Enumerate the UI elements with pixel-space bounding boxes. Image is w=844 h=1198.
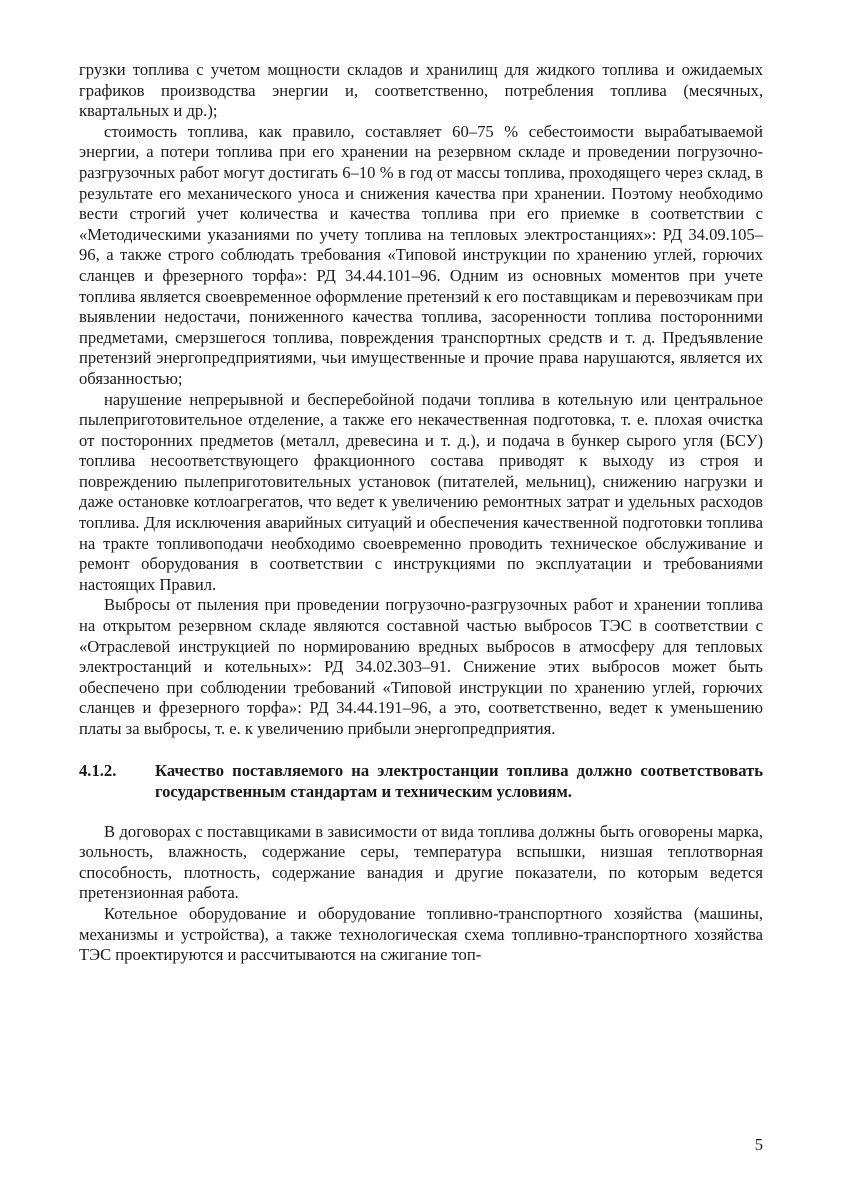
section-number: 4.1.2.: [79, 760, 117, 780]
paragraph-continued: грузки топлива с учетом мощности складов и хранилищ для жидкого топлива и ожидаемых графиков производства энергии и, соответственно, потребления топлива (месячных, квартальных и др.);: [79, 60, 763, 121]
paragraph-supply-disruption: нарушение непрерывной и бесперебойной подачи топлива в котельную или центральное пылеприготовительное отделение, а также его некачественная подготовка, т. е. плохая очистка от посторонних предметов (металл, древесина и т. д.), и подача в бункер сырого угля (БСУ) топлива несоответствующего фракционного состава приводят к выходу из строя и повреждению пылеприготовительных установок (питателей, мельниц), снижению нагрузки и даже остановке котлоагрегатов, что ведет к увеличению ремонтных затрат и удельных расходов топлива. Для исключения аварийных ситуаций и обеспечения качественной подготовки топлива на тракте топливоподачи необходимо своевременно проводить техническое обслуживание и ремонт оборудования в соответствии с инструкциями по эксплуатации и требованиями настоящих Правил.: [79, 389, 763, 594]
page-body: [79, 60, 763, 966]
paragraph-boiler-equipment: Котельное оборудование и оборудование топливно-транспортного хозяйства (машины, механизмы и устройства), а также технологическая схема топливно-транспортного хозяйства ТЭС проектируются и рассчитываются на сжигание топ-: [79, 903, 763, 965]
paragraph-fuel-cost: стоимость топлива, как правило, составляет 60–75 % себестоимости вырабатываемой энергии, а потери топлива при его хранении на резервном складе и проведении погрузочно-разгрузочных работ могут достигать 6–10 % в год от массы топлива, проходящего через склад, в результате его механического уноса и снижения качества при хранении. Поэтому необходимо вести строгий учет количества и качества топлива при его приемке в соответствии с «Методическими указаниями по учету топлива на тепловых электростанциях»: РД 34.09.105–96, а также строго соблюдать требования «Типовой инструкции по хранению углей, горючих сланцев и фрезерного торфа»: РД 34.44.101–96. Одним из основных моментов при учете топлива является своевременное оформление претензий к его поставщикам и перевозчикам при выявлении недостачи, пониженного качества топлива, засоренности топлива посторонними предметами, смерзшегося топлива, повреждения транспортных средств и т. д. Предъявление претензий энергопредприятиями, чьи имущественные и прочие права нарушаются, является их обязанностью;: [79, 121, 763, 388]
paragraph-supplier-contracts: В договорах с поставщиками в зависимости от вида топлива должны быть оговорены марка, зольность, влажность, содержание серы, температура вспышки, низшая теплотворная способность, плотность, содержание ванадия и другие показатели, по которым ведется претензионная работа.: [79, 821, 763, 903]
section-heading: [79, 760, 763, 802]
section-title: Качество поставляемого на электростанции топлива должно соответствовать государственным стандартам и техническим условиям.: [155, 760, 763, 801]
paragraph-dust-emissions: Выбросы от пыления при проведении погрузочно-разгрузочных работ и хранении топлива на открытом резервном складе являются составной частью выбросов ТЭС в соответствии с «Отраслевой инструкцией по нормированию вредных выбросов в атмосферу для тепловых электростанций и котельных»: РД 34.02.303–91. Снижение этих выбросов может быть обеспечено при соблюдении требований «Типовой инструкции по хранению углей, горючих сланцев и фрезерного торфа»: РД 34.44.191–96, а это, соответственно, ведет к уменьшению платы за выбросы, т. е. к увеличению прибыли энергопредприятия.: [79, 595, 763, 738]
page-number: 5: [754, 1135, 763, 1154]
